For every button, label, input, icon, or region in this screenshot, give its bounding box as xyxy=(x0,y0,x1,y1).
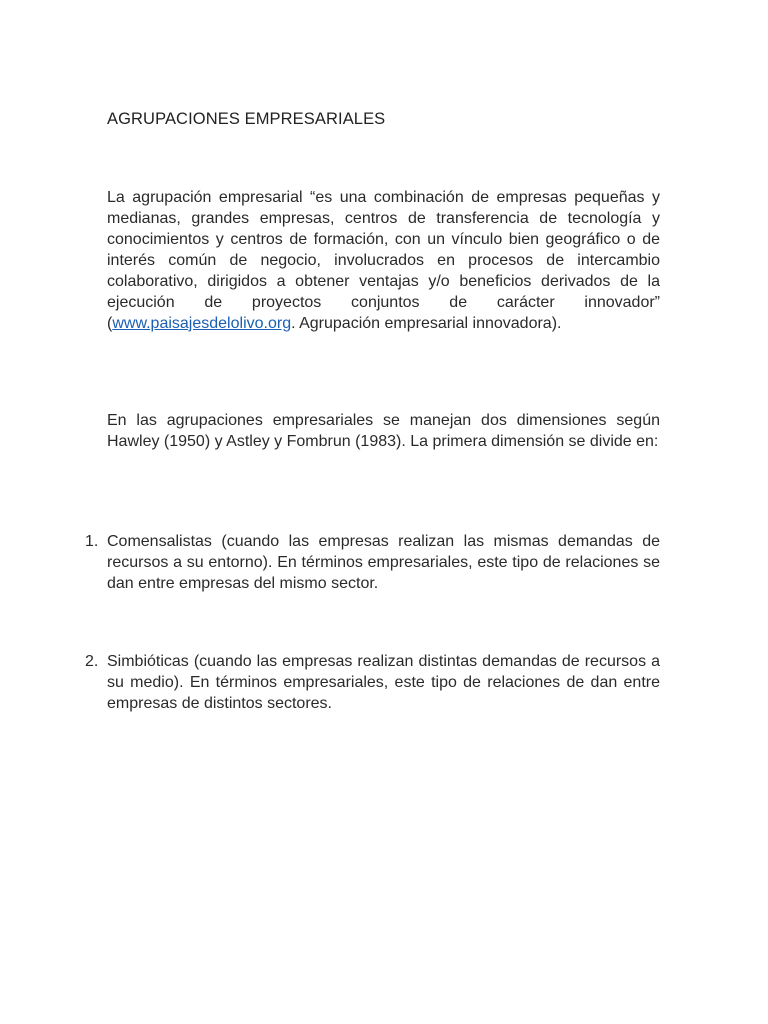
list-item-text: Comensalistas (cuando las empresas realizan las mismas demandas de recursos a su entorno). En términos empresariales, este tipo de relaciones se dan entre empresas del mismo sector. xyxy=(107,533,660,592)
definition-text: La agrupación empresarial “es una combinación de empresas pequeñas y medianas, grandes empresas, centros de transferencia de tecnología y conocimientos y centros de formación, con un vínculo bien geográfico o de interés común de negocio, involucrados en procesos de intercambio colaborativo, dirigidos a obtener ventajas y/o beneficios derivados de la ejecución de proyectos conjuntos de carácter innovador” ( xyxy=(107,189,660,332)
list-item-number: 1. xyxy=(85,533,99,550)
source-link[interactable]: www.paisajesdelolivo.org xyxy=(112,315,292,332)
document-heading: AGRUPACIONES EMPRESARIALES xyxy=(107,110,386,128)
definition-text-end: . Agrupación empresarial innovadora). xyxy=(291,315,562,332)
definition-paragraph xyxy=(107,187,660,334)
dimensions-paragraph: En las agrupaciones empresariales se manejan dos dimensiones según Hawley (1950) y Astley y Fombrun (1983). La primera dimensión se divide en: xyxy=(107,412,660,450)
list-item xyxy=(85,651,660,714)
list-item xyxy=(85,531,660,594)
list-item-number: 2. xyxy=(85,653,99,670)
list-item-text: Simbióticas (cuando las empresas realizan distintas demandas de recursos a su medio). En términos empresariales, este tipo de relaciones de dan entre empresas de distintos sectores. xyxy=(107,653,660,712)
